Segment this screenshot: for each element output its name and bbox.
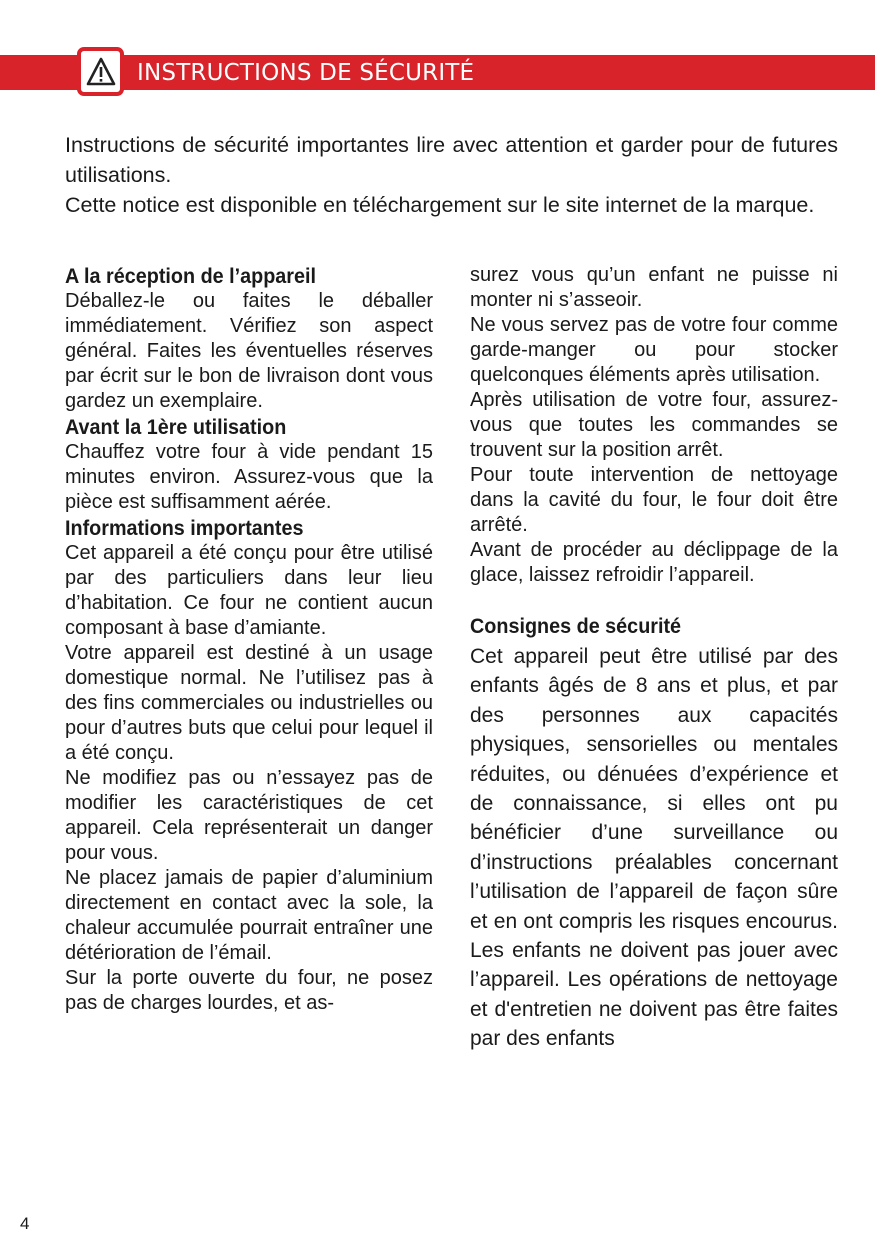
paragraph: Pour toute intervention de nettoyage dans la cavité du four, le four doit être arrêté.	[470, 464, 838, 536]
intro-paragraph: Instructions de sécurité importantes lire avec attention et garder pour de futures utilisations.	[65, 133, 838, 187]
paragraph: Ne modifiez pas ou n’essayez pas de modifier les caractéristiques de cet appareil. Cela représenterait un danger pour vous.	[65, 767, 433, 864]
warning-triangle-icon	[86, 56, 116, 88]
paragraph: Déballez-le ou faites le déballer immédiatement. Vérifiez son aspect général. Faites les éventuelles réserves par écrit sur le bon de livraison dont vous gardez un exemplaire.	[65, 290, 433, 412]
paragraph: Cet appareil peut être utilisé par des enfants âgés de 8 ans et plus, et par des personnes aux capacités physiques, sensorielles ou mentales réduites, ou dénuées d’expérience et de connaissance, si elles ont pu bénéficier d’une surveillance ou d’instructions préalables concernant l’utilisation de l’appareil de façon sûre et en ont compris les risques encourus. Les enfants ne doivent pas jouer avec l’appareil. Les opérations de nettoyage et d'entretien ne doivent pas être faites par des enfants	[470, 645, 838, 1051]
paragraph: surez vous qu’un enfant ne puisse ni monter ni s’asseoir.	[470, 264, 838, 311]
right-column	[470, 263, 838, 1054]
paragraph: Après utilisation de votre four, assurez-vous que toutes les commandes se trouvent sur la position arrêt.	[470, 389, 838, 461]
warning-badge	[77, 47, 124, 96]
intro-text	[65, 130, 838, 220]
paragraph: Votre appareil est destiné à un usage domestique normal. Ne l’utilisez pas à des fins commerciales ou industrielles ou pour d’autres buts que celui pour lequel il a été conçu.	[65, 642, 433, 764]
heading-first-use: Avant la 1ère utilisation	[65, 415, 287, 439]
heading-reception: A la réception de l’appareil	[65, 264, 317, 288]
heading-important-info: Informations importantes	[65, 516, 304, 540]
intro-paragraph: Cette notice est disponible en téléchargement sur le site internet de la marque.	[65, 193, 815, 217]
paragraph: Sur la porte ouverte du four, ne posez pas de charges lourdes, et as-	[65, 967, 433, 1014]
paragraph: Cet appareil a été conçu pour être utilisé par des particuliers dans leur lieu d’habitation. Ce four ne contient aucun composant à base d’amiante.	[65, 542, 433, 639]
left-column	[65, 263, 433, 1016]
paragraph: Chauffez votre four à vide pendant 15 minutes environ. Assurez-vous que la pièce est suffisamment aérée.	[65, 441, 433, 513]
paragraph: Ne vous servez pas de votre four comme garde-manger ou pour stocker quelconques éléments après utilisation.	[470, 314, 838, 386]
paragraph: Ne placez jamais de papier d’aluminium directement en contact avec la sole, la chaleur accumulée pourrait entraîner une détérioration de l’émail.	[65, 867, 433, 964]
paragraph: Avant de procéder au déclippage de la glace, laissez refroidir l’appareil.	[470, 539, 838, 586]
page-number: 4	[20, 1214, 30, 1233]
heading-safety-rules: Consignes de sécurité	[470, 614, 682, 638]
section-title: INSTRUCTIONS DE SÉCURITÉ	[137, 60, 475, 86]
